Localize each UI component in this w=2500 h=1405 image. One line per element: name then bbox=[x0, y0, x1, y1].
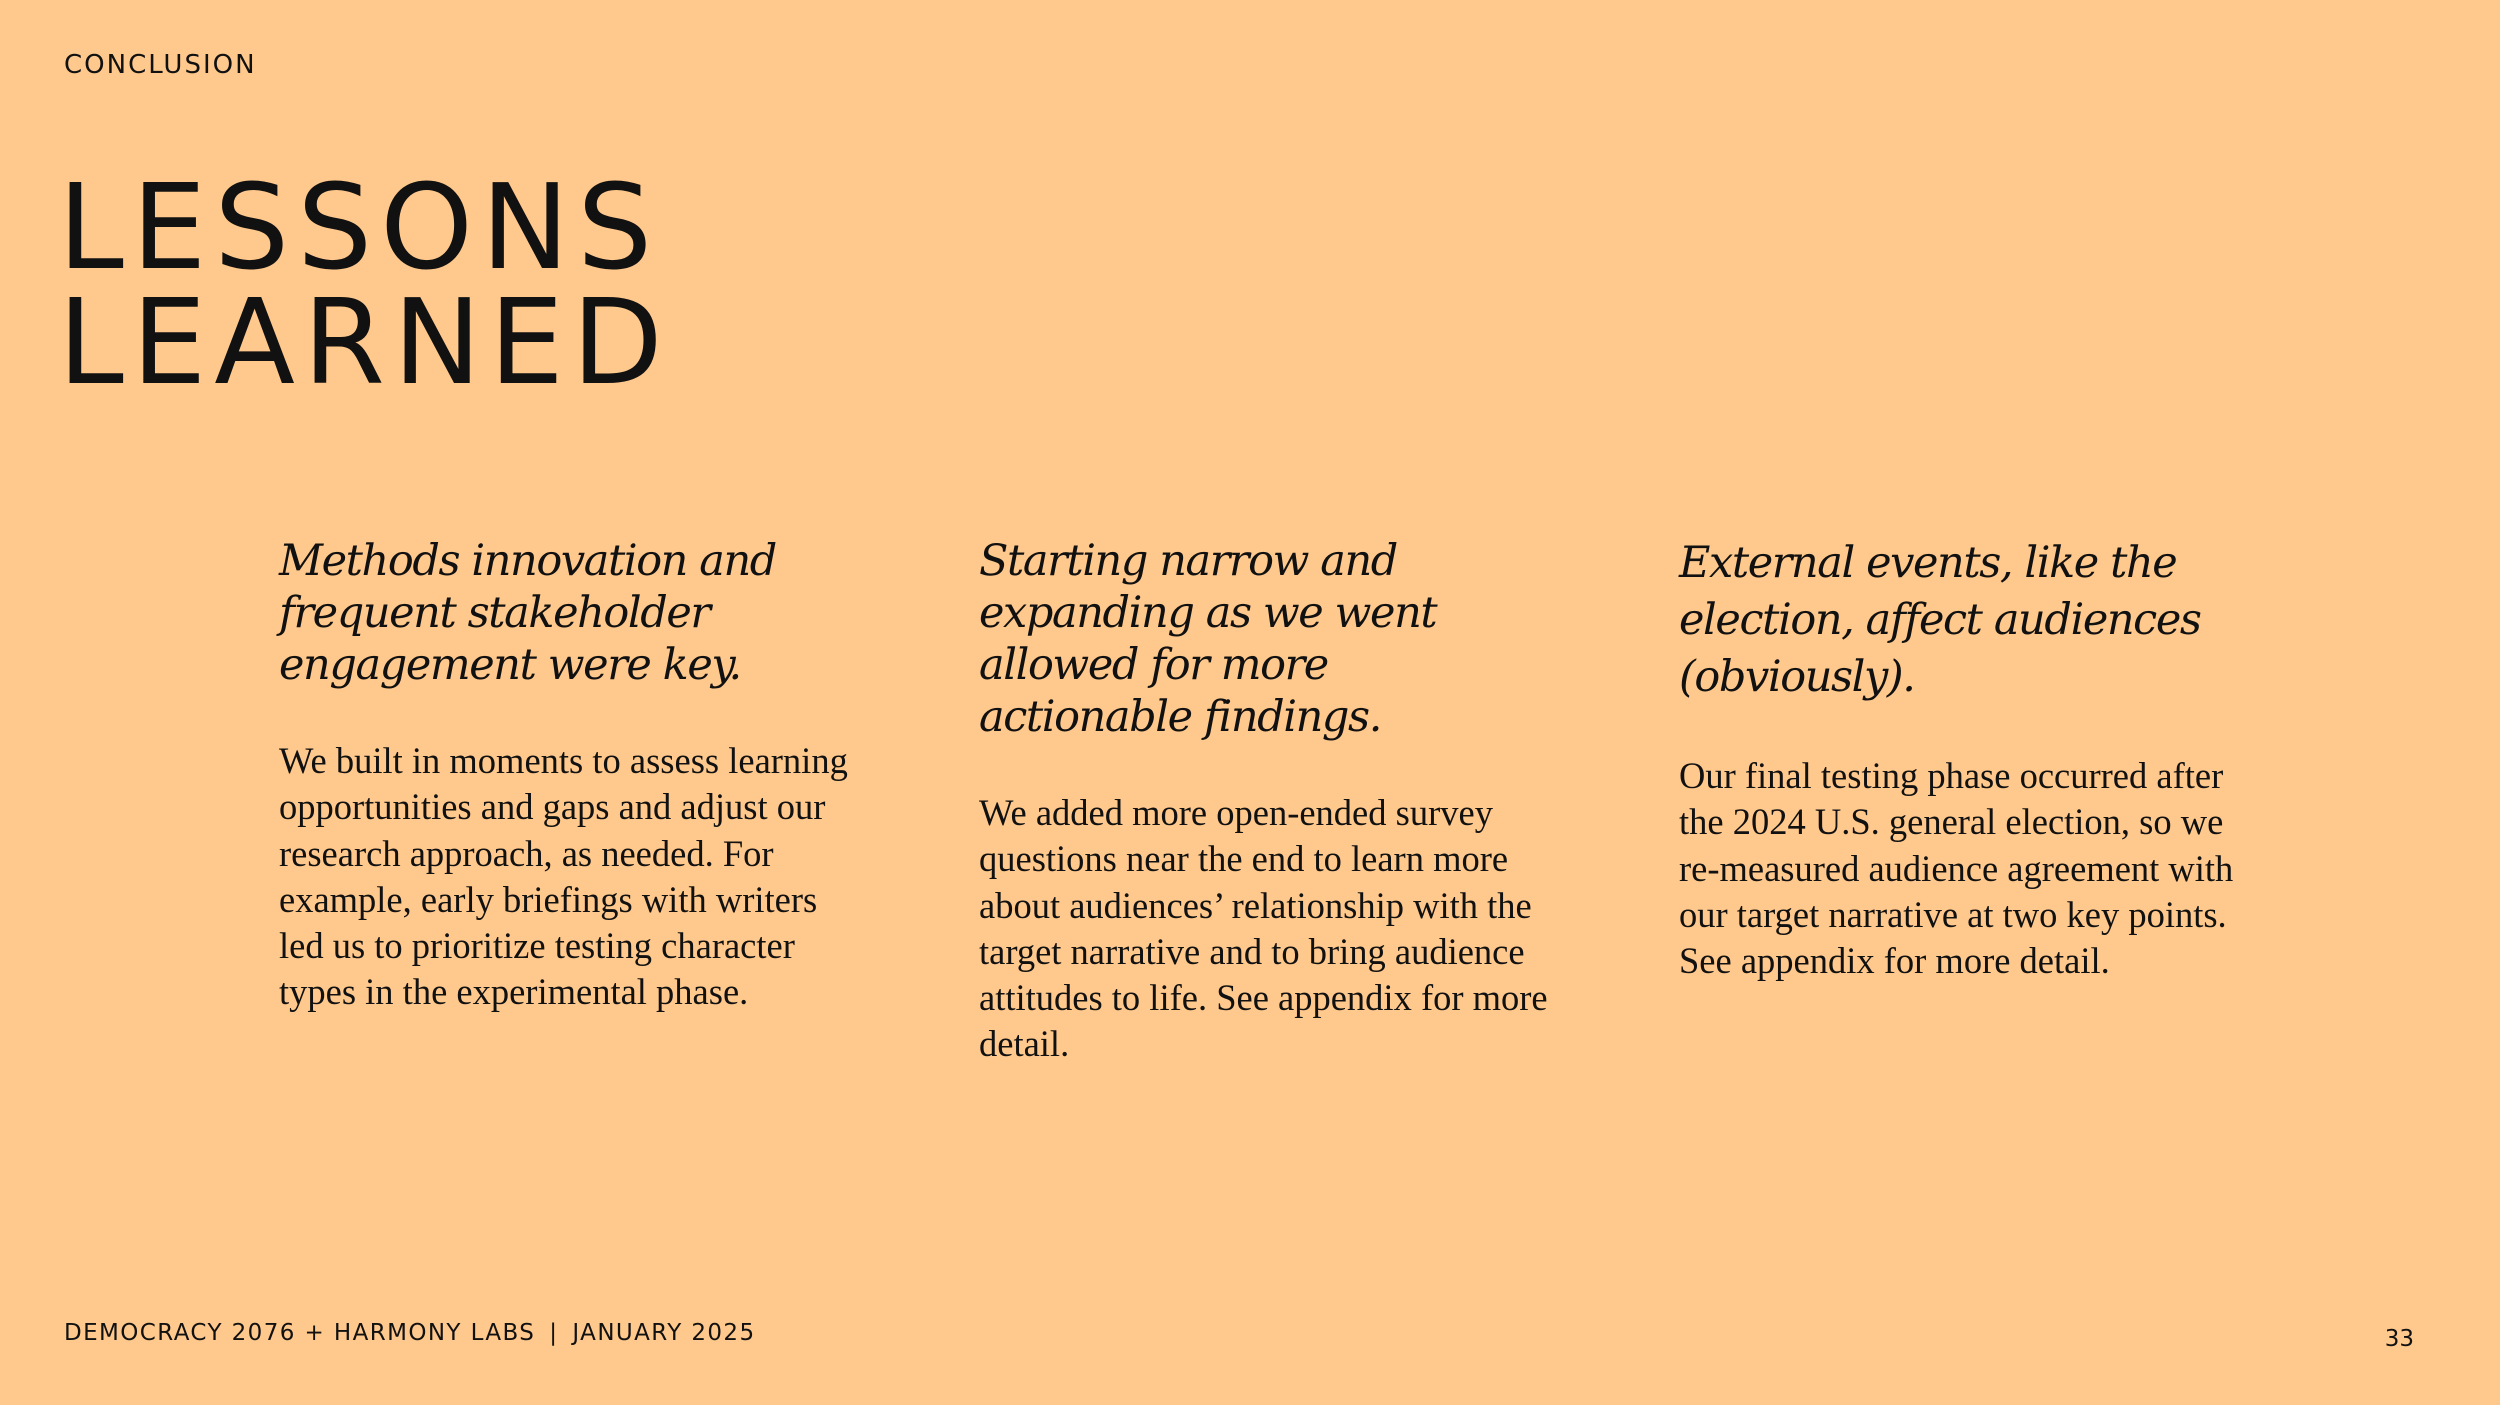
page-title bbox=[58, 158, 671, 411]
lesson-body: We added more open-ended survey questions near the end to learn more about audiences’ relationship with the target narrative and to bring audience attitudes to life. See appendix for more detail. bbox=[979, 792, 1548, 1065]
lesson-body: We built in moments to assess learning opportunities and gaps and adjust our research approach, as needed. For example, early briefings with writers led us to prioritize testing character types in the experimental phase. bbox=[279, 740, 848, 1013]
footer-separator: | bbox=[549, 1320, 559, 1346]
lesson-heading: External events, like the election, affect audiences (obviously). bbox=[1679, 538, 2201, 702]
footer-credits bbox=[64, 1322, 756, 1345]
section-label: CONCLUSION bbox=[64, 50, 257, 80]
lesson-body: Our final testing phase occurred after the 2024 U.S. general election, so we re-measured audience agreement with our target narrative at two key points. See appendix for more detail. bbox=[1679, 755, 2234, 982]
lesson-column-3 bbox=[1679, 535, 2249, 984]
page-title-line-1: LESSONS bbox=[58, 158, 661, 296]
lesson-heading: Methods innovation and frequent stakeholder engagement were key. bbox=[279, 536, 776, 690]
lesson-column-1 bbox=[279, 535, 849, 1016]
footer-org: DEMOCRACY 2076 + HARMONY LABS bbox=[64, 1320, 536, 1346]
page-title-line-2: LEARNED bbox=[58, 273, 671, 411]
lesson-column-2 bbox=[979, 535, 1549, 1068]
footer-date: JANUARY 2025 bbox=[572, 1320, 756, 1346]
page-number: 33 bbox=[2384, 1326, 2414, 1352]
lesson-heading: Starting narrow and expanding as we went allowed for more actionable findings. bbox=[979, 536, 1437, 742]
